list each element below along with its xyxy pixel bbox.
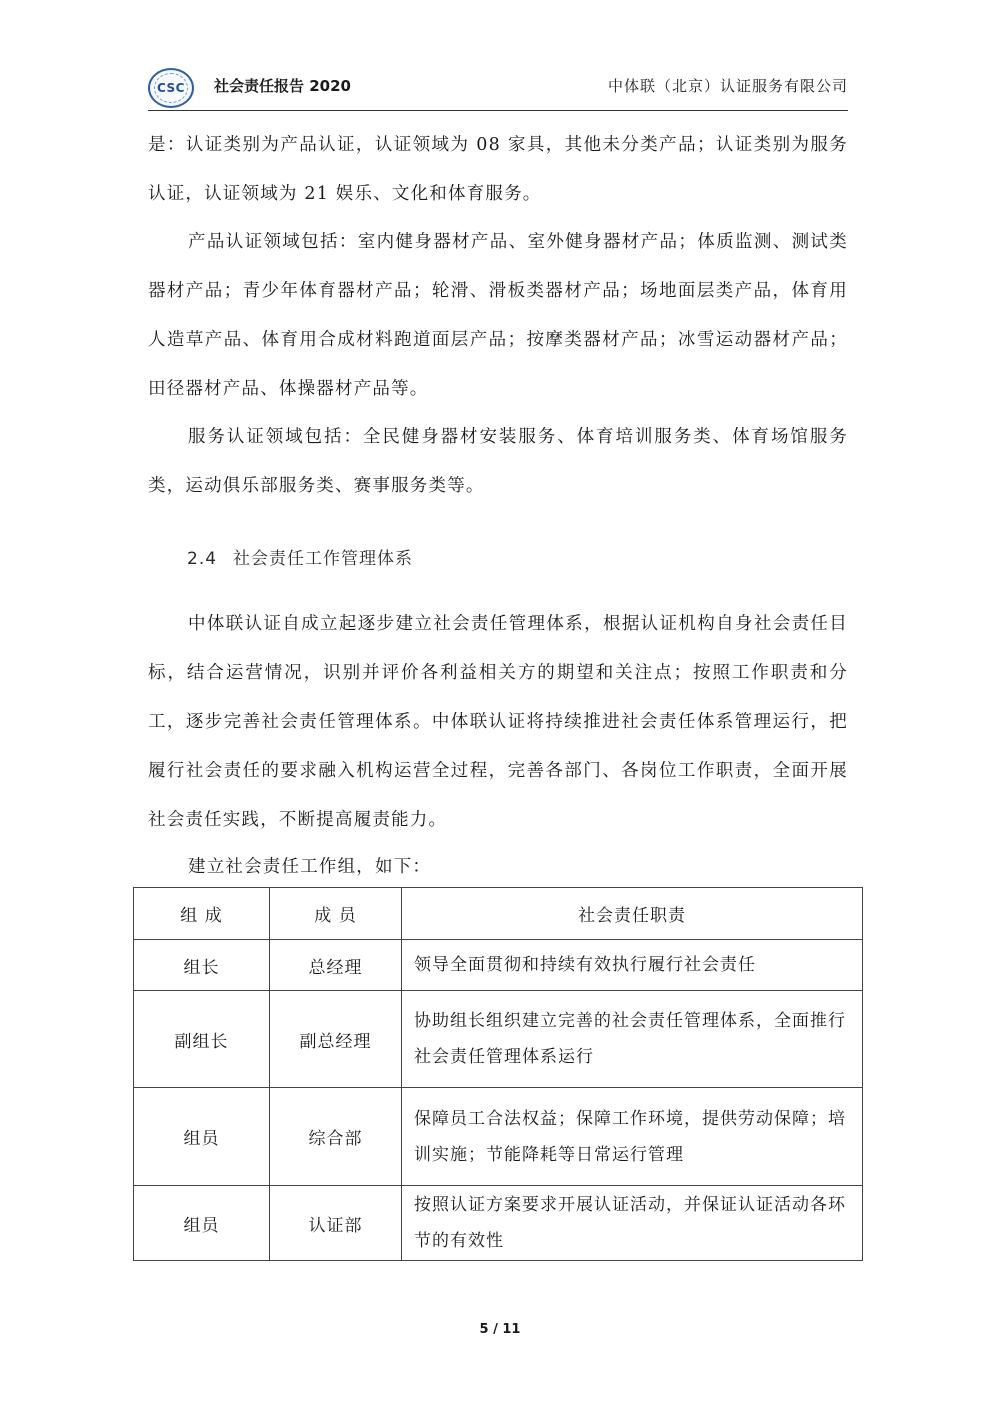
header-duty: 社会责任职责 — [402, 888, 863, 940]
cell-member: 综合部 — [270, 1088, 402, 1186]
csc-logo — [148, 68, 194, 108]
cell-duty: 协助组长组织建立完善的社会责任管理体系，全面推行社会责任管理体系运行 — [402, 991, 863, 1088]
cell-duty: 领导全面贯彻和持续有效执行履行社会责任 — [402, 940, 863, 991]
paragraph-3: 服务认证领域包括：全民健身器材安装服务、体育培训服务类、体育场馆服务类，运动俱乐部服务类、赛事服务类等。 — [148, 427, 848, 496]
cell-member: 总经理 — [270, 940, 402, 991]
responsibility-table — [133, 887, 863, 1261]
cell-role: 组员 — [134, 1088, 270, 1186]
page-number: 5 / 11 — [479, 1322, 521, 1337]
table-row — [134, 940, 863, 991]
cell-role: 组长 — [134, 940, 270, 991]
logo-text: CSC — [157, 81, 185, 95]
cell-role: 组员 — [134, 1186, 270, 1261]
paragraph-2: 产品认证领域包括：室内健身器材产品、室外健身器材产品；体质监测、测试类器材产品；青少年体育器材产品；轮滑、滑板类器材产品；场地面层类产品，体育用人造草产品、体育用合成材料跑道面层产品；按摩类器材产品；冰雪运动器材产品；田径器材产品、体操器材产品等。 — [148, 232, 848, 399]
header-divider — [148, 110, 848, 111]
section-heading — [187, 544, 413, 569]
header-role: 组 成 — [134, 888, 270, 940]
paragraph-5: 建立社会责任工作组，如下： — [188, 857, 432, 877]
page-header — [148, 66, 848, 112]
table-row — [134, 1186, 863, 1261]
cell-role: 副组长 — [134, 991, 270, 1088]
company-name: 中体联（北京）认证服务有限公司 — [607, 77, 848, 95]
report-title: 社会责任报告 2020 — [214, 77, 351, 95]
cell-member: 认证部 — [270, 1186, 402, 1261]
table-header-row — [134, 888, 863, 940]
cell-duty: 保障员工合法权益；保障工作环境，提供劳动保障；培训实施；节能降耗等日常运行管理 — [402, 1088, 863, 1186]
cell-member: 副总经理 — [270, 991, 402, 1088]
section-number: 2.4 — [187, 549, 218, 569]
table-row — [134, 1088, 863, 1186]
header-member: 成 员 — [270, 888, 402, 940]
paragraph-4: 中体联认证自成立起逐步建立社会责任管理体系，根据认证机构自身社会责任目标，结合运营情况，识别并评价各利益相关方的期望和关注点；按照工作职责和分工，逐步完善社会责任管理体系。中体联认证将持续推进社会责任体系管理运行，把履行社会责任的要求融入机构运营全过程，完善各部门、各岗位工作职责，全面开展社会责任实践，不断提高履责能力。 — [148, 614, 848, 830]
table-row — [134, 991, 863, 1088]
section-title: 社会责任工作管理体系 — [233, 549, 413, 569]
cell-duty: 按照认证方案要求开展认证活动，并保证认证活动各环节的有效性 — [402, 1186, 863, 1261]
paragraph-1: 是：认证类别为产品认证，认证领域为 08 家具，其他未分类产品；认证类别为服务认证，认证领域为 21 娱乐、文化和体育服务。 — [148, 135, 848, 204]
